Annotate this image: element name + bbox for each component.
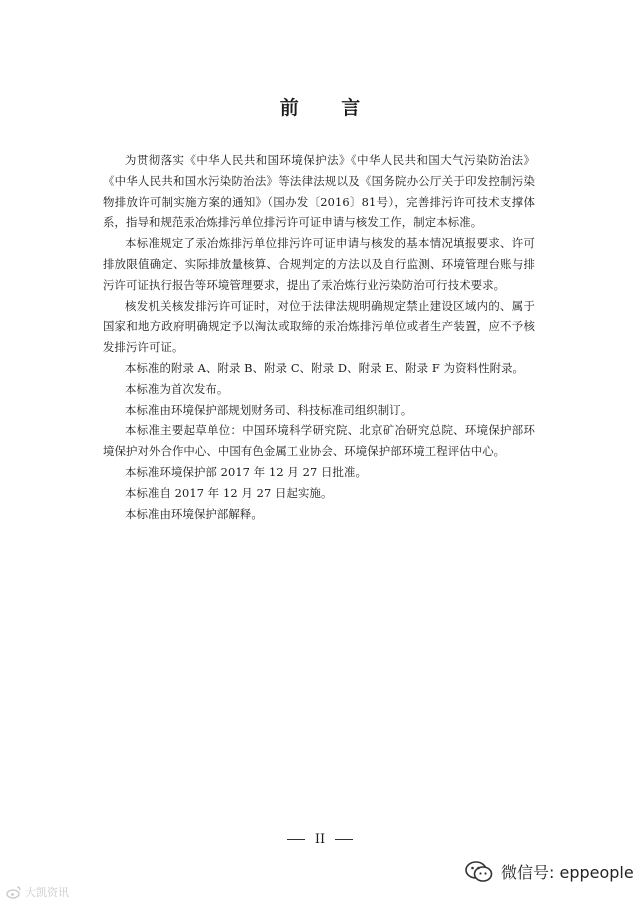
paragraph: 本标准自 2017 年 12 月 27 日起实施。	[125, 485, 333, 500]
paragraph: 本标准由环境保护部规划财务司、科技标准司组织制订。	[125, 402, 413, 417]
paragraph: 为贯彻落实《中华人民共和国环境保护法》《中华人民共和国大气污染防治法》《中华人民共和国水污染防治法》等法律法规以及《国务院办公厅关于印发控制污染物排放许可制实施方案的通知》（国办发〔2016〕81号），完善排污许可技术支撑体系，指导和规范汞冶炼排污单位排污许可证申请与核发工作，制定本标准。	[103, 153, 535, 230]
page-title: 前 言	[279, 97, 379, 119]
paragraph: 本标准规定了汞冶炼排污单位排污许可证申请与核发的基本情况填报要求、许可排放限值确定、实际排放量核算、合规判定的方法以及自行监测、环境管理台账与排污许可证执行报告等环境管理要求，提出了汞冶炼行业污染防治可行技术要求。	[103, 236, 535, 292]
weibo-icon	[6, 885, 22, 899]
wechat-watermark	[465, 860, 634, 883]
foreword-body	[103, 150, 535, 524]
weibo-watermark	[6, 884, 69, 900]
dash-left	[287, 839, 305, 840]
paragraph: 本标准由环境保护部解释。	[125, 506, 263, 521]
weibo-account-text: 大凯资讯	[25, 886, 69, 899]
dash-right	[335, 839, 353, 840]
paragraph: 本标准为首次发布。	[125, 381, 229, 396]
wechat-id-text: 微信号: eppeople	[501, 863, 634, 882]
paragraph: 本标准的附录 A、附录 B、附录 C、附录 D、附录 E、附录 F 为资料性附录。	[125, 360, 525, 375]
page-number	[0, 832, 640, 847]
paragraph: 本标准主要起草单位：中国环境科学研究院、北京矿冶研究总院、环境保护部环境保护对外合作中心、中国有色金属工业协会、环境保护部环境工程评估中心。	[103, 423, 535, 459]
paragraph: 核发机关核发排污许可证时，对位于法律法规明确规定禁止建设区域内的、属于国家和地方政府明确规定予以淘汰或取缔的汞冶炼排污单位或者生产装置，应不予核发排污许可证。	[103, 298, 535, 355]
wechat-icon	[465, 861, 493, 883]
page-number-label: II	[314, 832, 326, 847]
paragraph: 本标准环境保护部 2017 年 12 月 27 日批准。	[125, 464, 367, 479]
